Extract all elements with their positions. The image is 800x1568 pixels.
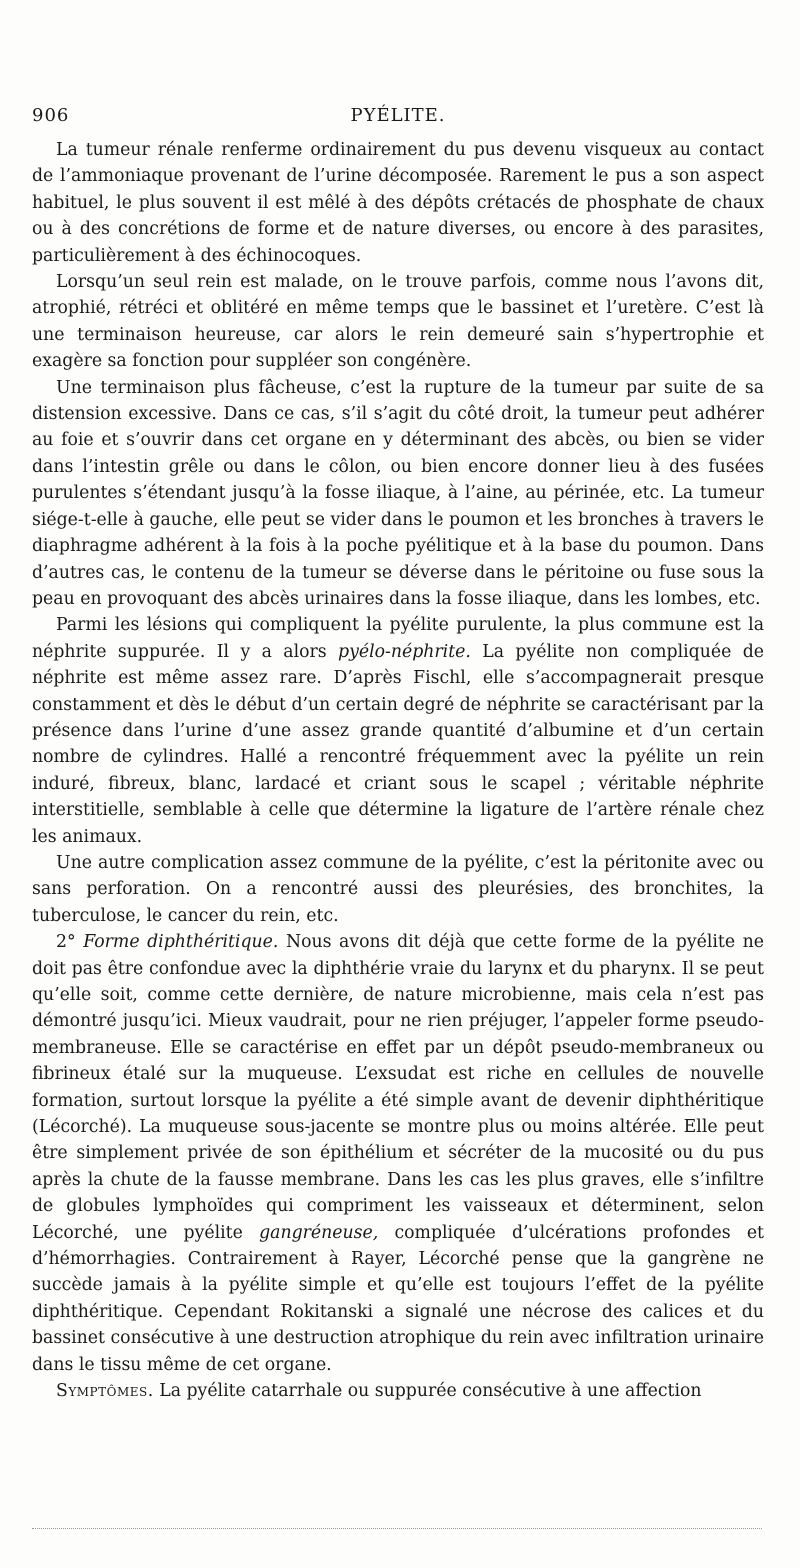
- paragraph: La tumeur rénale renferme ordinairement du pus devenu visqueux au contact de l’ammoniaque provenant de l’urine décomposée. Rarement le pus a son aspect habituel, le plus souvent il est mêlé à des dépôts crétacés de phosphate de chaux ou à des concrétions de forme et de nature diverses, ou encore à des parasites, particulièrement à des échinocoques.: [32, 140, 764, 266]
- paragraph-text: compliquée d’ulcérations profondes et d’hémorrhagies. Contrairement à Rayer, Lécorché pense que la gangrène ne succède jamais à la pyélite simple et qu’elle est toujours l’effet de la pyélite diphthéritique. Cependant Rokitanski a signalé une nécrose des calices et du bassinet consécutive à une destruction atrophique du rein avec infiltration urinaire dans le tissu même de cet organe.: [32, 1222, 764, 1375]
- page: [32, 103, 764, 1405]
- section-number: 2°: [56, 932, 84, 953]
- italic-term: gangréneuse,: [259, 1222, 379, 1243]
- paragraph: [32, 612, 764, 850]
- paragraph: Une terminaison plus fâcheuse, c’est la rupture de la tumeur par suite de sa distension excessive. Dans ce cas, s’il s’agit du côté droit, la tumeur peut adhérer au foie et s’ouvrir dans cet organe en y déterminant des abcès, ou bien se vider dans l’intestin grêle ou dans le côlon, ou bien encore donner lieu à des fusées purulentes s’étendant jusqu’à la fosse iliaque, à l’aine, au périnée, etc. La tumeur siége-t-elle à gauche, elle peut se vider dans le poumon et les bronches à travers le diaphragme adhérent à la fois à la poche pyélitique et à la base du poumon. Dans d’autres cas, le contenu de la tumeur se déverse dans le péritoine ou fuse sous la peau en provoquant des abcès urinaires dans la fosse iliaque, dans les lombes, etc.: [32, 377, 764, 609]
- footer-dotted-rule: [32, 1528, 762, 1529]
- paragraph-text: Parmi les lésions qui compliquent la pyélite purulente, la plus commune est la néphrite suppurée. Il y a alors: [32, 615, 764, 662]
- page-header: [32, 103, 764, 137]
- page-number: 906: [32, 105, 70, 126]
- paragraph-text: La pyélite non compliquée de néphrite est même assez rare. D’après Fischl, elle s’accompagnerait presque constamment et dès le début d’un certain degré de néphrite se caractérisant par la présence dans l’urine d’une assez grande quantité d’albumine et d’un certain nombre de cylindres. Hallé a rencontré fréquemment avec la pyélite un rein induré, fibreux, blanc, lardacé et criant sous le scapel ; véritable néphrite interstitielle, semblable à celle que détermine la ligature de l’artère rénale chez les animaux.: [32, 641, 764, 847]
- section-heading: Forme diphthéritique.: [83, 932, 279, 953]
- paragraph-text: Nous avons dit déjà que cette forme de la pyélite ne doit pas être confondue avec la diphthérie vraie du larynx et du pharynx. Il se peut qu’elle soit, comme cette dernière, de nature microbienne, mais cela n’est pas démontré jusqu’ici. Mieux vaudrait, pour ne rien préjuger, l’appeler forme pseudo-membraneuse. Elle se caractérise en effet par un dépôt pseudo-membraneux ou fibrineux étalé sur la muqueuse. L’exsudat est riche en cellules de nouvelle formation, surtout lorsque la pyélite a été simple avant de devenir diphthéritique (Lécorché). La muqueuse sous-jacente se montre plus ou moins altérée. Elle peut être simplement privée de son épithélium et sécréter de la mucosité ou du pus après la chute de la fausse membrane. Dans les cas les plus graves, elle s’infiltre de globules lymphoïdes qui compriment les vaisseaux et déterminent, selon Lécorché, une pyélite: [32, 932, 764, 1243]
- section-heading: Symptômes.: [56, 1381, 154, 1402]
- body-text: [32, 137, 764, 1405]
- paragraph: [32, 1378, 764, 1404]
- italic-term: pyélo-néphrite.: [338, 641, 471, 662]
- paragraph: [32, 929, 764, 1378]
- running-title: PYÉLITE.: [350, 105, 446, 126]
- paragraph-text: La pyélite catarrhale ou suppurée consécutive à une affection: [153, 1381, 702, 1402]
- paragraph: Une autre complication assez commune de la pyélite, c’est la péritonite avec ou sans perforation. On a rencontré aussi des pleurésies, des bronchites, la tuberculose, le cancer du rein, etc.: [32, 852, 764, 926]
- paragraph: Lorsqu’un seul rein est malade, on le trouve parfois, comme nous l’avons dit, atrophié, rétréci et oblitéré en même temps que le bassinet et l’uretère. C’est là une terminaison heureuse, car alors le rein demeuré sain s’hypertrophie et exagère sa fonction pour suppléer son congénère.: [32, 272, 764, 372]
